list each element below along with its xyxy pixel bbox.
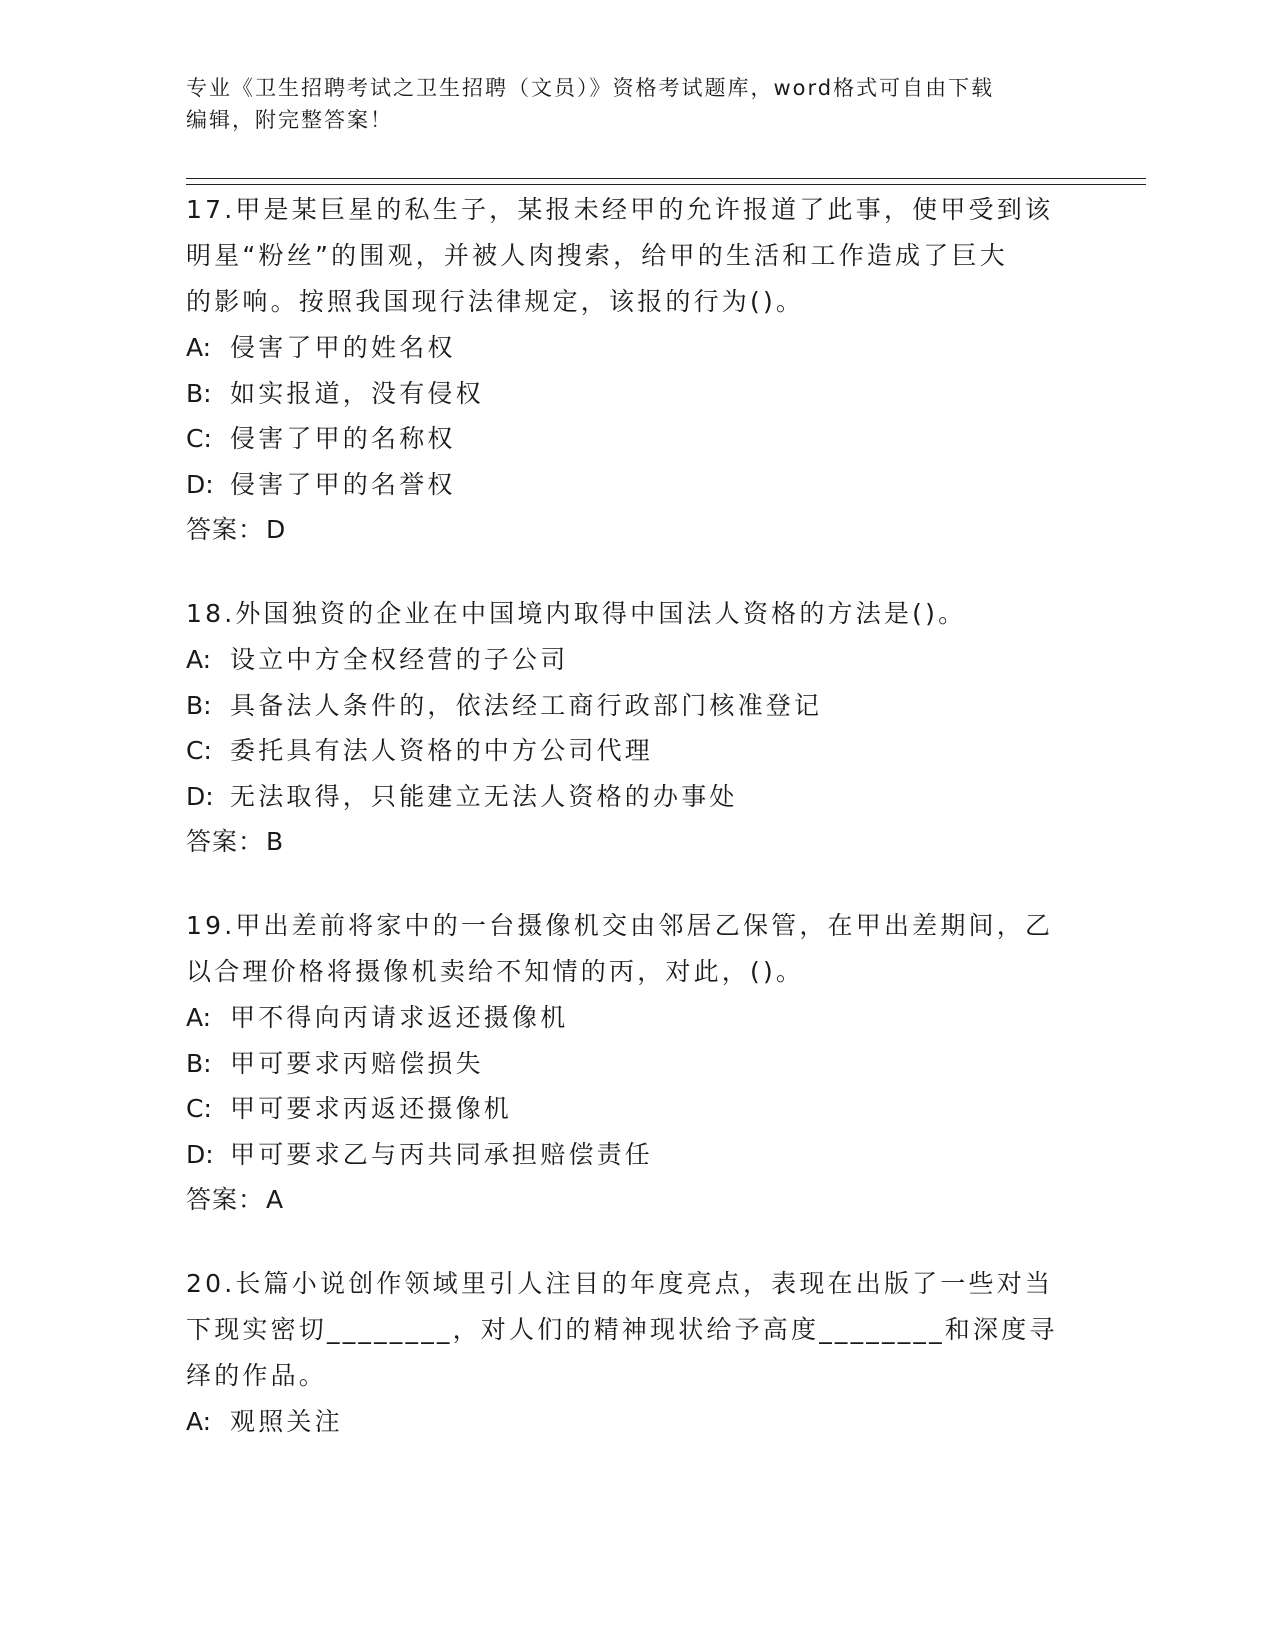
stem-line: 绎的作品。: [186, 1361, 328, 1390]
answer-line: [186, 507, 1086, 553]
option-text: 无法取得，只能建立无法人资格的办事处: [230, 781, 738, 811]
question-list: [186, 187, 1086, 1483]
stem-line: 明星“粉丝”的围观，并被人肉搜索，给甲的生活和工作造成了巨大: [186, 241, 1008, 270]
option-text: 甲可要求丙赔偿损失: [230, 1048, 484, 1078]
answer-label: 答案：: [186, 1185, 265, 1214]
option-text: 侵害了甲的名誉权: [230, 469, 456, 499]
option-text: 委托具有法人资格的中方公司代理: [230, 736, 654, 765]
option-d: [186, 462, 1086, 508]
question-stem: [186, 903, 1086, 995]
header-line-1: 专业《卫生招聘考试之卫生招聘（文员）》资格考试题库，word格式可自由下载: [186, 76, 995, 100]
option-b: [186, 371, 1086, 417]
option-a: [186, 995, 1086, 1041]
option-text: 甲不得向丙请求返还摄像机: [230, 1003, 569, 1032]
option-text: 如实报道，没有侵权: [230, 378, 484, 408]
option-c: [186, 728, 1086, 774]
option-key: A:: [186, 1003, 212, 1032]
stem-line: 17.甲是某巨星的私生子，某报未经甲的允许报道了此事，使甲受到该: [186, 195, 1054, 224]
option-d: [186, 774, 1086, 820]
option-key: B:: [186, 690, 212, 720]
option-text: 侵害了甲的姓名权: [230, 333, 456, 362]
option-key: A:: [186, 645, 212, 674]
answer-value: B: [266, 827, 285, 856]
option-key: C:: [186, 1094, 212, 1123]
stem-line: 以合理价格将摄像机卖给不知情的丙，对此，()。: [186, 957, 805, 986]
option-a: [186, 1399, 1086, 1445]
answer-line: [186, 819, 1086, 865]
option-key: D:: [186, 1139, 214, 1169]
option-b: [186, 683, 1086, 729]
option-text: 观照关注: [230, 1407, 343, 1436]
option-key: D:: [186, 781, 214, 811]
option-key: D:: [186, 469, 214, 499]
option-c: [186, 416, 1086, 462]
option-text: 甲可要求丙返还摄像机: [230, 1094, 513, 1123]
option-a: [186, 637, 1086, 683]
option-a: [186, 325, 1086, 371]
answer-line: [186, 1177, 1086, 1223]
option-b: [186, 1041, 1086, 1087]
header-divider-top: [186, 178, 1146, 179]
document-header: [186, 72, 1066, 136]
stem-line: 下现实密切________，对人们的精神现状给予高度________和深度寻: [186, 1315, 1058, 1344]
question-19: [186, 903, 1086, 1223]
option-text: 甲可要求乙与丙共同承担赔偿责任: [230, 1139, 654, 1169]
option-key: C:: [186, 736, 212, 765]
question-stem: [186, 1261, 1086, 1399]
header-divider-bottom: [186, 184, 1146, 185]
stem-line: 18.外国独资的企业在中国境内取得中国法人资格的方法是()。: [186, 599, 967, 628]
question-18: [186, 591, 1086, 865]
option-text: 侵害了甲的名称权: [230, 424, 456, 453]
option-text: 具备法人条件的，依法经工商行政部门核准登记: [230, 690, 823, 720]
option-key: C:: [186, 424, 212, 453]
option-text: 设立中方全权经营的子公司: [230, 645, 569, 674]
question-20: [186, 1261, 1086, 1445]
option-key: A:: [186, 1407, 212, 1436]
option-key: A:: [186, 333, 212, 362]
header-line-2: 编辑，附完整答案！: [186, 108, 393, 132]
answer-value: D: [266, 515, 287, 544]
answer-label: 答案：: [186, 515, 265, 544]
stem-line: 20.长篇小说创作领域里引人注目的年度亮点，表现在出版了一些对当: [186, 1269, 1054, 1298]
stem-line: 19.甲出差前将家中的一台摄像机交由邻居乙保管，在甲出差期间，乙: [186, 911, 1054, 940]
option-d: [186, 1132, 1086, 1178]
option-key: B:: [186, 1048, 212, 1078]
question-stem: [186, 591, 1086, 637]
option-c: [186, 1086, 1086, 1132]
question-17: [186, 187, 1086, 553]
answer-value: A: [266, 1185, 285, 1214]
answer-label: 答案：: [186, 827, 265, 856]
stem-line: 的影响。按照我国现行法律规定，该报的行为()。: [186, 287, 805, 316]
option-key: B:: [186, 378, 212, 408]
question-stem: [186, 187, 1086, 325]
